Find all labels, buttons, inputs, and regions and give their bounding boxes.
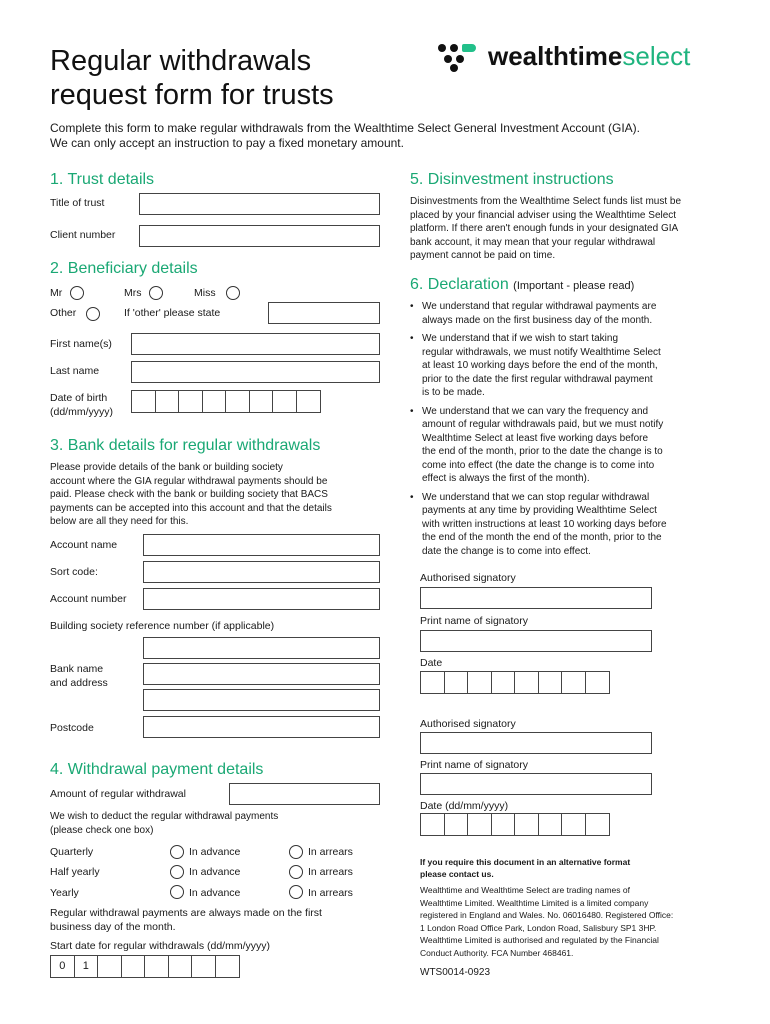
- title-of-trust-field[interactable]: [139, 193, 380, 215]
- account-name-label: Account name: [50, 539, 118, 551]
- deduct-text: We wish to deduct the regular withdrawal payments (please check one box): [50, 811, 279, 836]
- section-6-heading: 6. Declaration (Important - please read): [410, 276, 635, 293]
- postcode-field[interactable]: [143, 716, 380, 738]
- auth-signatory-2-label: Authorised signatory: [420, 718, 516, 730]
- declaration-bullets: [410, 300, 740, 563]
- declaration-bullet: • We understand that if we wish to start taking regular withdrawals, we must notify Wealthtime Select at least 10 working days before the end of the month, prior to the date the first regular withdrawal payment is to be made.: [410, 332, 740, 400]
- sort-code-label: Sort code:: [50, 566, 98, 578]
- yearly-arrears-radio[interactable]: [289, 885, 303, 899]
- other-state-label: If 'other' please state: [124, 307, 221, 319]
- date-2-label: Date (dd/mm/yyyy): [420, 800, 509, 812]
- logo-wordmark: wealthtimeselect: [488, 41, 691, 71]
- wealthtime-dots-logo-icon: [438, 42, 488, 72]
- section-5-heading: 5. Disinvestment instructions: [410, 171, 614, 188]
- first-names-label: First name(s): [50, 338, 112, 350]
- bank-details-text: Please provide details of the bank or building society account where the GIA regular withdrawal payments should be paid. Please check with the bank or building society that BACS payments can be accepted into this account and that the details below are all they need for this.: [50, 462, 332, 527]
- amount-label: Amount of regular withdrawal: [50, 788, 186, 800]
- mrs-label: Mrs: [124, 287, 142, 299]
- miss-label: Miss: [194, 287, 216, 299]
- bank-address-field[interactable]: [143, 689, 380, 711]
- quarterly-label: Quarterly: [50, 846, 94, 858]
- print-name-2-label: Print name of signatory: [420, 759, 528, 771]
- bs-ref-field[interactable]: [143, 637, 380, 659]
- yearly-label: Yearly: [50, 887, 79, 899]
- bank-name-label: Bank name and address: [50, 663, 108, 689]
- date-1-field[interactable]: [420, 671, 610, 694]
- last-name-field[interactable]: [131, 361, 380, 383]
- start-date-label: Start date for regular withdrawals (dd/mm/yyyy): [50, 940, 270, 952]
- dob-label: Date of birth (dd/mm/yyyy): [50, 392, 113, 418]
- bank-name-field[interactable]: [143, 663, 380, 685]
- wealthtime-select-logo: [438, 40, 728, 72]
- date-2-field[interactable]: [420, 813, 610, 836]
- section-2-heading: 2. Beneficiary details: [50, 260, 198, 277]
- alternative-format-note: If you require this document in an alternative format please contact us.: [420, 857, 631, 879]
- miss-radio[interactable]: [226, 286, 240, 300]
- last-name-label: Last name: [50, 365, 100, 377]
- page-title: Regular withdrawals request form for trusts: [50, 45, 334, 111]
- quarterly-arrears-label: In arrears: [308, 846, 353, 858]
- date-1-label: Date: [420, 657, 443, 669]
- disinvestment-text: Disinvestments from the Wealthtime Select funds list must be placed by your financial adviser using the Wealthtime Select platform. If there aren't enough funds in your designated GIA bank account, it may mean that your regular withdrawal payment cannot be paid on time.: [410, 196, 682, 261]
- start-date-field[interactable]: 0 1: [50, 955, 240, 978]
- mr-radio[interactable]: [70, 286, 84, 300]
- half-yearly-advance-label: In advance: [189, 866, 241, 878]
- section-3-heading: 3. Bank details for regular withdrawals: [50, 437, 321, 454]
- payment-note: Regular withdrawal payments are always made on the first business day of the month.: [50, 907, 322, 933]
- bs-ref-label: Building society reference number (if applicable): [50, 620, 275, 632]
- other-radio[interactable]: [86, 307, 100, 321]
- first-names-field[interactable]: [131, 333, 380, 355]
- declaration-bullet: • We understand that regular withdrawal payments are always made on the first business day of the month.: [410, 300, 740, 327]
- half-yearly-advance-radio[interactable]: [170, 865, 184, 879]
- half-yearly-label: Half yearly: [50, 866, 100, 878]
- other-label: Other: [50, 307, 77, 319]
- mrs-radio[interactable]: [149, 286, 163, 300]
- account-number-label: Account number: [50, 593, 127, 605]
- print-name-1-field[interactable]: [420, 630, 652, 652]
- auth-signatory-1-field[interactable]: [420, 587, 652, 609]
- account-number-field[interactable]: [143, 588, 380, 610]
- print-name-1-label: Print name of signatory: [420, 615, 528, 627]
- half-yearly-arrears-label: In arrears: [308, 866, 353, 878]
- declaration-bullet: • We understand that we can vary the frequency and amount of regular withdrawals paid, but we must notify Wealthtime Select at least five working days before the end of the month, prior to the date the change is to come into effect (the date the change is to come into effect is always the first of the month).: [410, 405, 740, 486]
- legal-text: Wealthtime and Wealthtime Select are trading names of Wealthtime Limited. Wealthtime Limited is a limited company registered in England and Wales. No. 06016480. Registered Office: 1 London Road Office Park, London Road, Salisbury SP1 3HP. Wealthtime Limited is authorised and regulated by the Financial Conduct Authority. FCA Number 468461.: [420, 885, 674, 958]
- mr-label: Mr: [50, 287, 63, 299]
- client-number-field[interactable]: [139, 225, 380, 247]
- account-name-field[interactable]: [143, 534, 380, 556]
- auth-signatory-2-field[interactable]: [420, 732, 652, 754]
- other-title-field[interactable]: [268, 302, 380, 324]
- yearly-arrears-label: In arrears: [308, 887, 353, 899]
- quarterly-arrears-radio[interactable]: [289, 845, 303, 859]
- section-1-heading: 1. Trust details: [50, 171, 155, 188]
- quarterly-advance-label: In advance: [189, 846, 241, 858]
- document-code: WTS0014-0923: [420, 967, 491, 978]
- sort-code-field[interactable]: [143, 561, 380, 583]
- intro-text: Complete this form to make regular withdrawals from the Wealthtime Select General Investment Account (GIA). We can only accept an instruction to pay a fixed monetary amount.: [50, 121, 641, 150]
- quarterly-advance-radio[interactable]: [170, 845, 184, 859]
- print-name-2-field[interactable]: [420, 773, 652, 795]
- declaration-bullet: • We understand that we can stop regular withdrawal payments at any time by providing Wealthtime Select with written instructions at least 10 working days before the end of the month the end of the month, prior to the date the change is to come into effect.: [410, 491, 740, 559]
- yearly-advance-label: In advance: [189, 887, 241, 899]
- postcode-label: Postcode: [50, 722, 94, 734]
- title-of-trust-label: Title of trust: [50, 197, 105, 209]
- amount-field[interactable]: [229, 783, 380, 805]
- client-number-label: Client number: [50, 229, 116, 241]
- yearly-advance-radio[interactable]: [170, 885, 184, 899]
- half-yearly-arrears-radio[interactable]: [289, 865, 303, 879]
- dob-field[interactable]: [131, 390, 321, 413]
- auth-signatory-1-label: Authorised signatory: [420, 572, 516, 584]
- section-4-heading: 4. Withdrawal payment details: [50, 761, 264, 778]
